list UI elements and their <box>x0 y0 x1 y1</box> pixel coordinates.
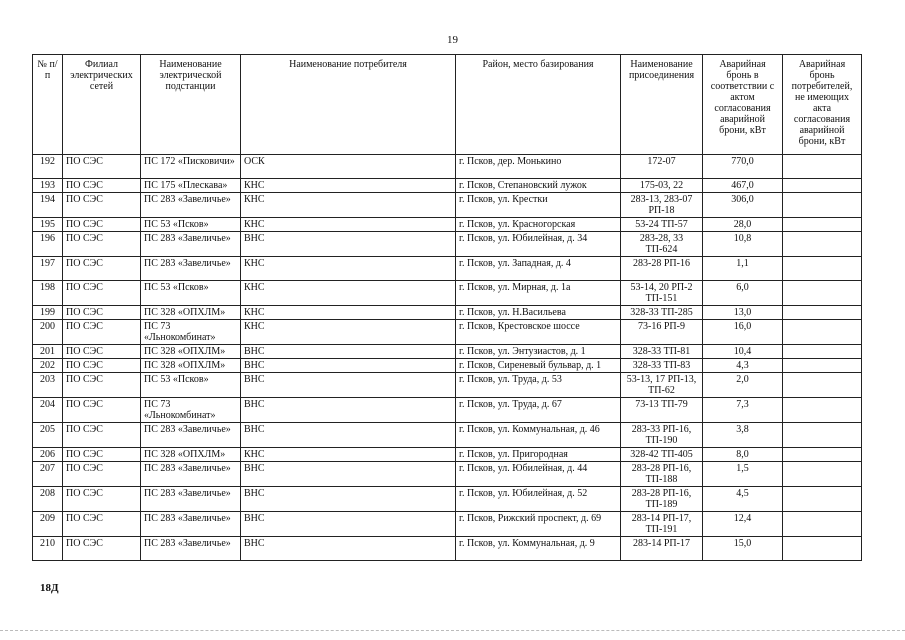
cell-location: г. Псков, Рижский проспект, д. 69 <box>456 512 621 537</box>
cell-connection: 283-13, 283-07 РП-18 <box>621 193 703 218</box>
cell-reserve-without-act <box>783 462 862 487</box>
cell-reserve-without-act <box>783 487 862 512</box>
cell-location: г. Псков, дер. Монькино <box>456 155 621 179</box>
cell-consumer: КНС <box>241 257 456 281</box>
table-row <box>33 423 862 448</box>
cell-substation: ПС 328 «ОПХЛМ» <box>141 345 241 359</box>
cell-substation: ПС 328 «ОПХЛМ» <box>141 306 241 320</box>
cell-branch: ПО СЭС <box>63 359 141 373</box>
cell-connection: 283-28, 33 ТП-624 <box>621 232 703 257</box>
header-reserve-with-act: Аварийная бронь в соответствии с актом согласования аварийной брони, кВт <box>703 55 783 155</box>
cell-connection: 283-33 РП-16, ТП-190 <box>621 423 703 448</box>
cell-reserve-with-act: 13,0 <box>703 306 783 320</box>
cell-location: г. Псков, ул. Красногорская <box>456 218 621 232</box>
cell-location: г. Псков, ул. Юбилейная, д. 52 <box>456 487 621 512</box>
cell-reserve-without-act <box>783 193 862 218</box>
cell-reserve-without-act <box>783 155 862 179</box>
table-row <box>33 448 862 462</box>
table-row <box>33 462 862 487</box>
page-number: 19 <box>447 34 458 46</box>
cell-reserve-with-act: 770,0 <box>703 155 783 179</box>
cell-reserve-with-act: 467,0 <box>703 179 783 193</box>
cell-location: г. Псков, Крестовское шоссе <box>456 320 621 345</box>
cell-location: г. Псков, ул. Мирная, д. 1а <box>456 281 621 306</box>
table-row <box>33 218 862 232</box>
cell-reserve-without-act <box>783 320 862 345</box>
cell-consumer: КНС <box>241 179 456 193</box>
cell-connection: 328-42 ТП-405 <box>621 448 703 462</box>
cell-connection: 328-33 ТП-81 <box>621 345 703 359</box>
table-row <box>33 232 862 257</box>
cell-branch: ПО СЭС <box>63 281 141 306</box>
cell-branch: ПО СЭС <box>63 155 141 179</box>
cell-connection: 53-24 ТП-57 <box>621 218 703 232</box>
table-row <box>33 345 862 359</box>
cell-substation: ПС 283 «Завеличье» <box>141 257 241 281</box>
cell-reserve-with-act: 306,0 <box>703 193 783 218</box>
cell-connection: 53-14, 20 РП-2 ТП-151 <box>621 281 703 306</box>
cell-reserve-without-act <box>783 257 862 281</box>
cell-substation: ПС 283 «Завеличье» <box>141 423 241 448</box>
cell-connection: 283-14 РП-17, ТП-191 <box>621 512 703 537</box>
cell-consumer: ВНС <box>241 462 456 487</box>
cell-number: 203 <box>33 373 63 398</box>
cell-reserve-with-act: 4,3 <box>703 359 783 373</box>
cell-substation: ПС 328 «ОПХЛМ» <box>141 448 241 462</box>
cell-reserve-without-act <box>783 398 862 423</box>
cell-location: г. Псков, ул. Коммунальная, д. 46 <box>456 423 621 448</box>
cell-connection: 53-13, 17 РП-13, ТП-62 <box>621 373 703 398</box>
cell-substation: ПС 283 «Завеличье» <box>141 193 241 218</box>
cell-branch: ПО СЭС <box>63 218 141 232</box>
cell-substation: ПС 328 «ОПХЛМ» <box>141 359 241 373</box>
cell-reserve-without-act <box>783 232 862 257</box>
cell-branch: ПО СЭС <box>63 193 141 218</box>
cell-consumer: ВНС <box>241 359 456 373</box>
cell-connection: 328-33 ТП-83 <box>621 359 703 373</box>
cell-consumer: КНС <box>241 306 456 320</box>
cell-number: 207 <box>33 462 63 487</box>
cell-location: г. Псков, ул. Западная, д. 4 <box>456 257 621 281</box>
cell-reserve-with-act: 10,4 <box>703 345 783 359</box>
cell-connection: 283-28 РП-16, ТП-188 <box>621 462 703 487</box>
cell-branch: ПО СЭС <box>63 448 141 462</box>
header-consumer: Наименование потребителя <box>241 55 456 155</box>
cell-branch: ПО СЭС <box>63 232 141 257</box>
cell-connection: 172-07 <box>621 155 703 179</box>
cell-connection: 283-28 РП-16 <box>621 257 703 281</box>
cell-location: г. Псков, ул. Юбилейная, д. 44 <box>456 462 621 487</box>
header-number: № п/п <box>33 55 63 155</box>
cell-consumer: ВНС <box>241 512 456 537</box>
cell-consumer: ВНС <box>241 537 456 561</box>
cell-number: 197 <box>33 257 63 281</box>
cell-reserve-with-act: 12,4 <box>703 512 783 537</box>
cell-connection: 328-33 ТП-285 <box>621 306 703 320</box>
cell-substation: ПС 283 «Завеличье» <box>141 512 241 537</box>
table-row <box>33 281 862 306</box>
cell-substation: ПС 283 «Завеличье» <box>141 487 241 512</box>
table-header-row <box>33 55 862 155</box>
header-location: Район, место базирования <box>456 55 621 155</box>
cell-location: г. Псков, ул. Труда, д. 53 <box>456 373 621 398</box>
cell-consumer: КНС <box>241 218 456 232</box>
cell-branch: ПО СЭС <box>63 345 141 359</box>
cell-branch: ПО СЭС <box>63 398 141 423</box>
cell-substation: ПС 73 «Льнокомбинат» <box>141 398 241 423</box>
cell-number: 202 <box>33 359 63 373</box>
cell-reserve-with-act: 7,3 <box>703 398 783 423</box>
cell-reserve-without-act <box>783 281 862 306</box>
header-branch: Филиал электрических сетей <box>63 55 141 155</box>
cell-consumer: КНС <box>241 320 456 345</box>
cell-branch: ПО СЭС <box>63 179 141 193</box>
cell-reserve-without-act <box>783 218 862 232</box>
cell-consumer: КНС <box>241 193 456 218</box>
cell-consumer: ВНС <box>241 232 456 257</box>
header-connection: Наименование присоединения <box>621 55 703 155</box>
cell-reserve-with-act: 10,8 <box>703 232 783 257</box>
cell-consumer: ВНС <box>241 487 456 512</box>
footer-code: 18Д <box>40 582 59 594</box>
cell-reserve-with-act: 15,0 <box>703 537 783 561</box>
cell-connection: 175-03, 22 <box>621 179 703 193</box>
header-reserve-without-act: Аварийная бронь потребителей, не имеющих акта согласования аварийной брони, кВт <box>783 55 862 155</box>
cell-number: 204 <box>33 398 63 423</box>
cell-consumer: ОСК <box>241 155 456 179</box>
cell-branch: ПО СЭС <box>63 512 141 537</box>
cell-reserve-with-act: 1,1 <box>703 257 783 281</box>
cell-location: г. Псков, ул. Н.Васильева <box>456 306 621 320</box>
scan-edge-line <box>0 630 905 631</box>
cell-reserve-with-act: 4,5 <box>703 487 783 512</box>
cell-location: г. Псков, ул. Труда, д. 67 <box>456 398 621 423</box>
cell-number: 198 <box>33 281 63 306</box>
cell-reserve-without-act <box>783 537 862 561</box>
cell-reserve-with-act: 8,0 <box>703 448 783 462</box>
cell-number: 199 <box>33 306 63 320</box>
cell-number: 192 <box>33 155 63 179</box>
cell-number: 193 <box>33 179 63 193</box>
cell-reserve-without-act <box>783 306 862 320</box>
cell-number: 205 <box>33 423 63 448</box>
cell-connection: 73-13 ТП-79 <box>621 398 703 423</box>
cell-branch: ПО СЭС <box>63 320 141 345</box>
cell-branch: ПО СЭС <box>63 462 141 487</box>
cell-branch: ПО СЭС <box>63 306 141 320</box>
cell-branch: ПО СЭС <box>63 537 141 561</box>
cell-reserve-without-act <box>783 423 862 448</box>
cell-connection: 73-16 РП-9 <box>621 320 703 345</box>
cell-number: 210 <box>33 537 63 561</box>
cell-substation: ПС 175 «Плескава» <box>141 179 241 193</box>
cell-consumer: КНС <box>241 448 456 462</box>
cell-location: г. Псков, ул. Пригородная <box>456 448 621 462</box>
table-row <box>33 155 862 179</box>
cell-location: г. Псков, ул. Энтузиастов, д. 1 <box>456 345 621 359</box>
cell-substation: ПС 172 «Писковичи» <box>141 155 241 179</box>
cell-branch: ПО СЭС <box>63 257 141 281</box>
cell-reserve-with-act: 1,5 <box>703 462 783 487</box>
cell-branch: ПО СЭС <box>63 423 141 448</box>
table-row <box>33 257 862 281</box>
cell-number: 209 <box>33 512 63 537</box>
cell-number: 208 <box>33 487 63 512</box>
table-row <box>33 306 862 320</box>
cell-branch: ПО СЭС <box>63 487 141 512</box>
cell-location: г. Псков, ул. Юбилейная, д. 34 <box>456 232 621 257</box>
cell-substation: ПС 53 «Псков» <box>141 281 241 306</box>
cell-reserve-without-act <box>783 512 862 537</box>
cell-reserve-with-act: 2,0 <box>703 373 783 398</box>
cell-consumer: ВНС <box>241 345 456 359</box>
cell-location: г. Псков, ул. Крестки <box>456 193 621 218</box>
emergency-reserve-table <box>32 54 862 561</box>
cell-number: 200 <box>33 320 63 345</box>
cell-substation: ПС 283 «Завеличье» <box>141 462 241 487</box>
cell-connection: 283-14 РП-17 <box>621 537 703 561</box>
cell-substation: ПС 73 «Льнокомбинат» <box>141 320 241 345</box>
table-row <box>33 179 862 193</box>
cell-reserve-without-act <box>783 179 862 193</box>
cell-reserve-with-act: 16,0 <box>703 320 783 345</box>
table-row <box>33 398 862 423</box>
cell-reserve-without-act <box>783 373 862 398</box>
cell-connection: 283-28 РП-16, ТП-189 <box>621 487 703 512</box>
table-row <box>33 320 862 345</box>
cell-consumer: ВНС <box>241 373 456 398</box>
cell-number: 195 <box>33 218 63 232</box>
table-row <box>33 512 862 537</box>
cell-location: г. Псков, ул. Коммунальная, д. 9 <box>456 537 621 561</box>
cell-substation: ПС 283 «Завеличье» <box>141 537 241 561</box>
cell-consumer: ВНС <box>241 423 456 448</box>
cell-number: 206 <box>33 448 63 462</box>
cell-number: 201 <box>33 345 63 359</box>
table-row <box>33 537 862 561</box>
cell-reserve-without-act <box>783 448 862 462</box>
cell-reserve-without-act <box>783 359 862 373</box>
cell-reserve-with-act: 28,0 <box>703 218 783 232</box>
cell-reserve-without-act <box>783 345 862 359</box>
cell-consumer: КНС <box>241 281 456 306</box>
cell-substation: ПС 283 «Завеличье» <box>141 232 241 257</box>
cell-branch: ПО СЭС <box>63 373 141 398</box>
cell-substation: ПС 53 «Псков» <box>141 373 241 398</box>
cell-location: г. Псков, Степановский лужок <box>456 179 621 193</box>
cell-substation: ПС 53 «Псков» <box>141 218 241 232</box>
table-row <box>33 359 862 373</box>
table-row <box>33 193 862 218</box>
cell-location: г. Псков, Сиреневый бульвар, д. 1 <box>456 359 621 373</box>
cell-number: 194 <box>33 193 63 218</box>
table-row <box>33 487 862 512</box>
cell-reserve-with-act: 3,8 <box>703 423 783 448</box>
cell-reserve-with-act: 6,0 <box>703 281 783 306</box>
cell-number: 196 <box>33 232 63 257</box>
header-substation: Наименование электрической подстанции <box>141 55 241 155</box>
cell-consumer: ВНС <box>241 398 456 423</box>
table-row <box>33 373 862 398</box>
